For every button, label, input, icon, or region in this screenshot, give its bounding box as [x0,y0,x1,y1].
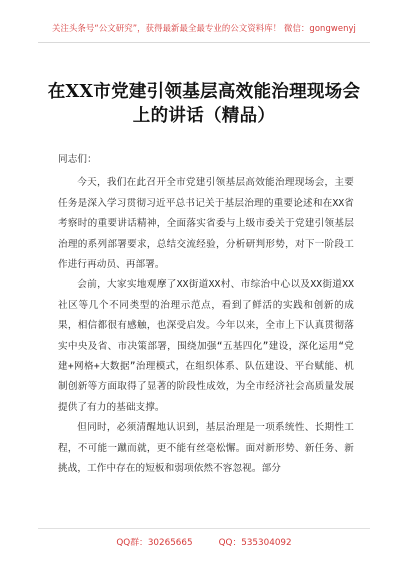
salutation: 同志们： [58,154,97,165]
body-paragraph: 会前，大家实地观摩了XX街道XX村、市综治中心以及XX街道XX社区等几个不同类型的治理示范点，看到了鲜活的实践和创新的成果，相信都很有感触，也深受启发。今年以来，全市上下认真贯彻落实中央及省、市决策部署，围绕加强“五基四化”建设，深化运用“党建+网格+大数据”治理模式，在组织体系、队伍建设、平台赋能、机制创新等方面取得了显著的阶段性成效，为全市经济社会高质量发展提供了有力的基础支撑。 [58,279,354,413]
body-paragraph: 今天，我们在此召开全市党建引领基层高效能治理现场会，主要任务是深入学习贯彻习近平总书记关于基层治理的重要论述和在XX省考察时的重要讲话精神，全面落实省委与上级市委关于党建引领基层治理的系列部署要求，总结交流经验，分析研判形势，对下一阶段工作进行再动员、再部署。 [58,177,354,271]
document-title: 在XX市党建引领基层高效能治理现场会上的讲话（精品） [47,82,361,126]
body-paragraph: 但同时，必须清醒地认识到，基层治理是一项系统性、长期性工程，不可能一蹴而就，更不能有丝毫松懈。面对新形势、新任务、新挑战，工作中存在的短板和弱项依然不容忽视。部分 [58,422,354,475]
document-body [58,150,354,480]
header-divider [38,42,370,43]
footer-qq: QQ：535304092 [218,538,292,548]
footer-contact [38,535,370,548]
footer-divider [38,528,370,529]
header-banner: 关注头条号“公文研究”，获得最新最全最专业的公文资料库！ 微信：gongwenyj [52,23,356,33]
footer-qq-group: QQ群：30265665 [116,538,193,548]
